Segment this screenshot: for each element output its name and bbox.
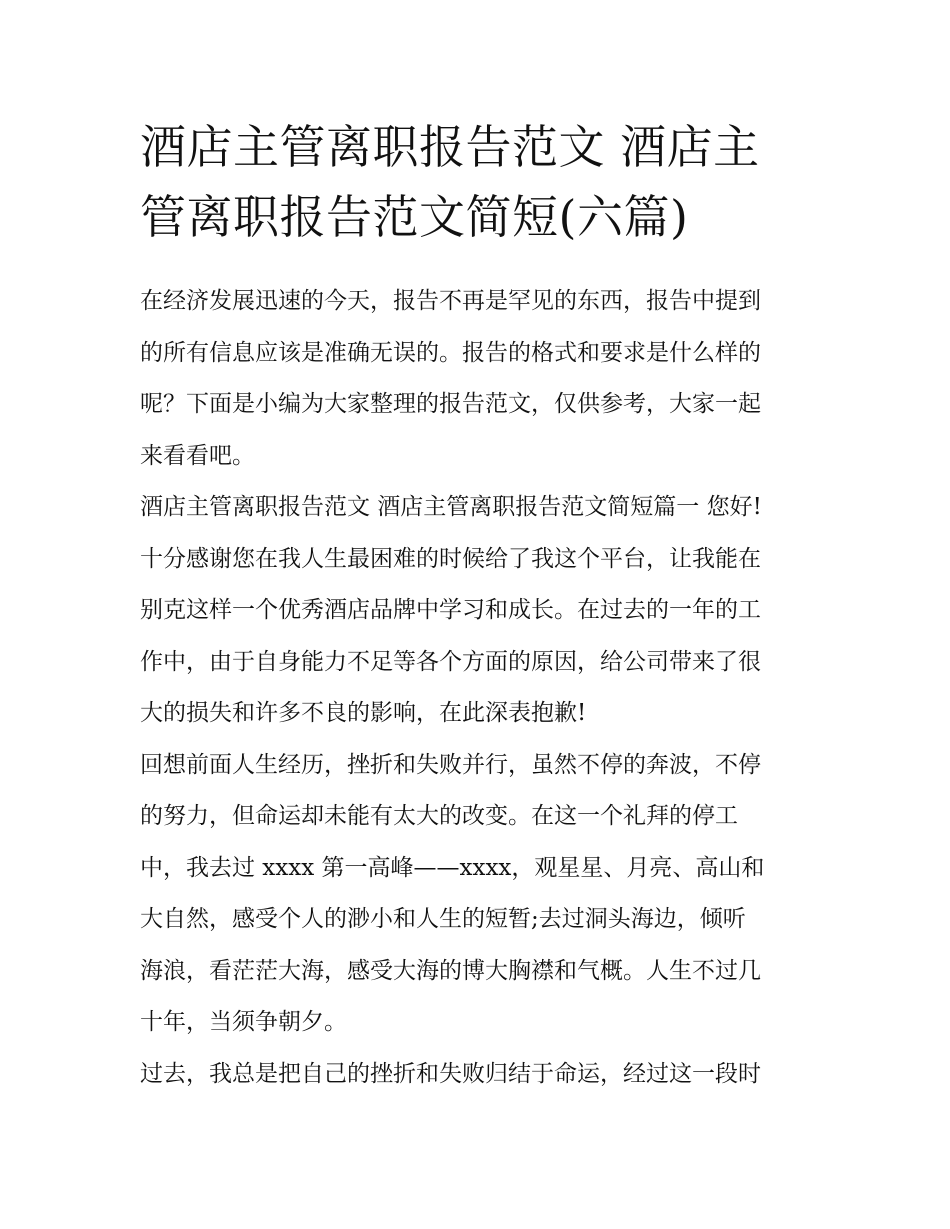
body-line: 海浪，看茫茫大海，感受大海的博大胸襟和气概。人生不过几 [140,957,761,984]
body-line: 在经济发展迅速的今天，报告不再是罕见的东西，报告中提到 [140,288,761,314]
body-line: 中，我去过 xxxx 第一高峰——xxxx，观星星、月亮、高山和 [140,854,765,881]
body-line: 十分感谢您在我人生最困难的时候给了我这个平台，让我能在 [140,545,761,572]
title-line: 酒店主管离职报告范文 酒店主 [140,120,760,174]
body-line: 大自然，感受个人的渺小和人生的短暂;去过洞头海边，倾听 [140,906,746,932]
body-line: 作中，由于自身能力不足等各个方面的原因，给公司带来了很 [140,648,761,675]
body-line: 酒店主管离职报告范文 酒店主管离职报告范文简短篇一 您好! [140,494,762,520]
body-line: 过去，我总是把自己的挫折和失败归结于命运，经过这一段时 [140,1060,761,1087]
body-line: 的努力，但命运却未能有太大的改变。在这一个礼拜的停工 [140,803,738,829]
title-line: 管离职报告范文简短(六篇) [140,190,689,244]
body-line: 呢？下面是小编为大家整理的报告范文，仅供参考，大家一起 [140,391,761,417]
body-line: 十年，当须争朝夕。 [140,1009,347,1035]
body-line: 大的损失和许多不良的影响，在此深表抱歉! [140,700,587,726]
body-line: 回想前面人生经历，挫折和失败并行，虽然不停的奔波，不停 [140,751,761,778]
body-line: 来看看吧。 [140,442,255,469]
body-line: 的所有信息应该是准确无误的。报告的格式和要求是什么样的 [140,339,761,366]
document-title [140,112,820,252]
body-line: 别克这样一个优秀酒店品牌中学习和成长。在过去的一年的工 [140,597,761,623]
document-body [140,280,820,1104]
